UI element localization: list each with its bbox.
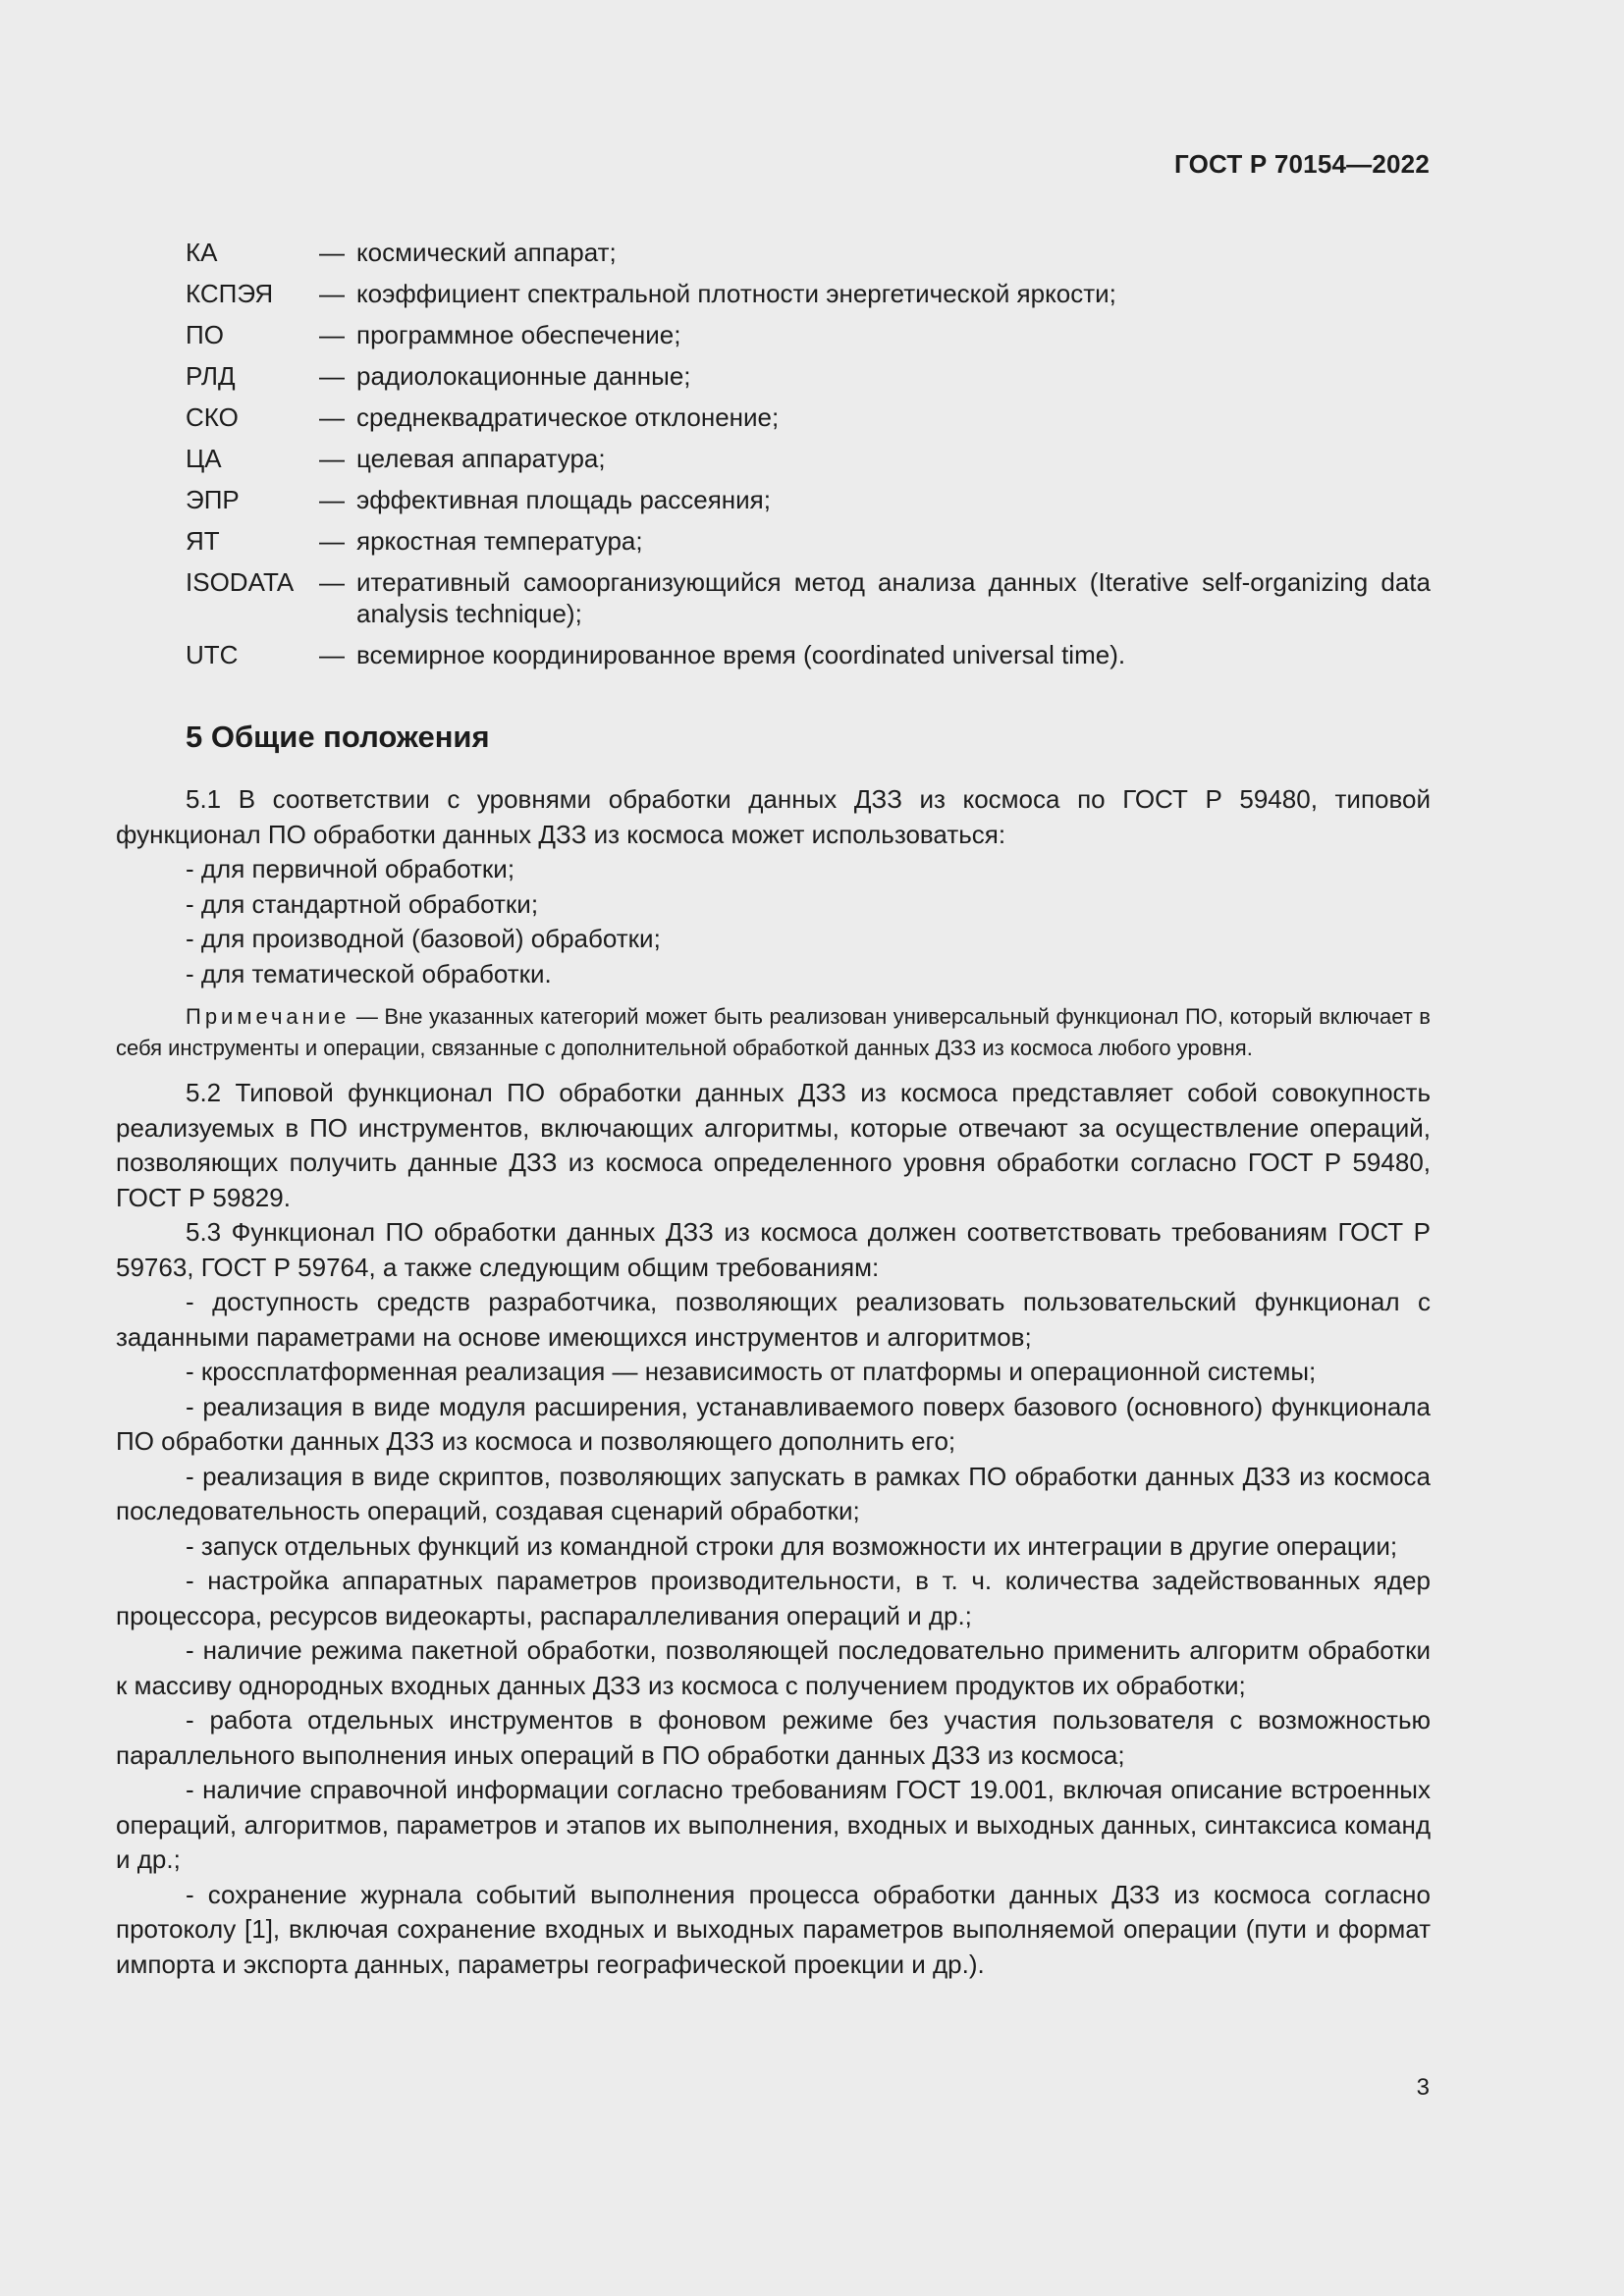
abbreviation-term: ISODATA [186,567,295,597]
list-item: - настройка аппаратных параметров производительности, в т. ч. количества задействованных ядер процессора, ресурсов видеокарты, распараллеливания операций и др.; [116,1566,1431,1630]
abbreviation-term: ЯТ [186,526,220,556]
abbreviation-dash: — [319,567,345,597]
section-title: 5 Общие положения [186,720,490,754]
abbreviation-dash: — [319,485,345,514]
abbreviation-definition: всемирное координированное время (coordinated universal time). [356,640,1126,669]
note [116,1001,1431,1064]
abbreviation-row [186,278,1431,309]
abbreviation-term: ЭПР [186,485,240,514]
abbreviation-term: ПО [186,320,224,349]
list-item: - для производной (базовой) обработки; [186,924,661,953]
abbreviation-definition: коэффициент спектральной плотности энергетической яркости; [356,279,1116,308]
abbreviation-row [186,360,1431,392]
abbreviation-row [186,319,1431,350]
list-item: - сохранение журнала событий выполнения процесса обработки данных ДЗЗ из космоса согласно протоколу [1], включая сохранение входных и выходных параметров выполняемой операции (пути и формат импорта и экспорта данных, параметры географической проекции и др.). [116,1879,1431,1979]
abbreviation-row [186,525,1431,557]
abbreviation-definition: целевая аппаратура; [356,444,606,473]
abbreviation-dash: — [319,444,345,473]
paragraph-5-3: 5.3 Функционал ПО обработки данных ДЗЗ из космоса должен соответствовать требованиям ГОСТ Р 59763, ГОСТ Р 59764, а также следующим общим требованиям: [116,1217,1431,1282]
abbreviation-row [186,237,1431,268]
abbreviation-dash: — [319,279,345,308]
paragraph-5-2: 5.2 Типовой функционал ПО обработки данных ДЗЗ из космоса представляет собой совокупность реализуемых в ПО инструментов, включающих алгоритмы, которые отвечают за осуществление операций, позволяющих получить данные ДЗЗ из космоса определенного уровня обработки согласно ГОСТ Р 59480, ГОСТ Р 59829. [116,1078,1431,1212]
abbreviation-term: КСПЭЯ [186,279,274,308]
list-item: - кроссплатформенная реализация — независимость от платформы и операционной системы; [186,1357,1317,1386]
list-item: - наличие режима пакетной обработки, позволяющей последовательно применить алгоритм обработки к массиву однородных входных данных ДЗЗ из космоса с получением продуктов их обработки; [116,1635,1431,1700]
abbreviation-term: UTC [186,640,239,669]
list-item: - наличие справочной информации согласно требованиям ГОСТ 19.001, включая описание встроенных операций, алгоритмов, параметров и этапов их выполнения, входных и выходных данных, синтаксиса команд и др.; [116,1775,1431,1874]
abbreviation-dash: — [319,361,345,391]
abbreviation-definition: среднеквадратическое отклонение; [356,402,780,432]
abbreviation-dash: — [319,402,345,432]
abbreviation-dash: — [319,526,345,556]
list-item: - для первичной обработки; [186,854,515,883]
section-body [116,782,1431,1982]
abbreviation-dash: — [319,238,345,267]
document-code: ГОСТ Р 70154—2022 [1174,149,1430,179]
abbreviation-definition: программное обеспечение; [356,320,681,349]
abbreviation-row [186,443,1431,474]
list-item: - запуск отдельных функций из командной строки для возможности их интеграции в другие операции; [186,1530,1398,1561]
list-item: - реализация в виде модуля расширения, устанавливаемого поверх базового (основного) функционала ПО обработки данных ДЗЗ из космоса и позволяющего дополнить его; [116,1391,1431,1456]
abbreviation-row [186,639,1431,670]
page-number: 3 [1416,2074,1430,2101]
abbreviation-definition: яркостная температура; [356,526,643,556]
abbreviation-definition: радиолокационные данные; [356,361,691,391]
list-item: - для тематической обработки. [186,958,552,988]
list-item: - доступность средств разработчика, позволяющих реализовать пользовательский функционал с заданными параметрами на основе имеющихся инструментов и алгоритмов; [116,1287,1431,1352]
abbreviation-term: РЛД [186,361,236,391]
abbreviation-term: ЦА [186,444,222,473]
list-item: - работа отдельных инструментов в фоновом режиме без участия пользователя с возможностью параллельного выполнения иных операций в ПО обработки данных ДЗЗ из космоса; [116,1705,1431,1770]
abbreviation-definition: итеративный самоорганизующийся метод анализа данных (Iterative self-organizing data analysis technique); [356,567,1431,628]
abbreviation-dash: — [319,320,345,349]
list-item: - реализация в виде скриптов, позволяющих запускать в рамках ПО обработки данных ДЗЗ из космоса последовательность операций, создавая сценарий обработки; [116,1461,1431,1525]
abbreviation-row [186,484,1431,515]
abbreviation-term: СКО [186,402,239,432]
abbreviation-term: КА [186,238,218,267]
abbreviation-definition: эффективная площадь рассеяния; [356,485,771,514]
abbreviation-row [186,566,1431,629]
abbreviation-dash: — [319,640,345,669]
note-label: Примечание [186,1004,351,1029]
list-item: - для стандартной обработки; [186,888,539,919]
abbreviation-row [186,401,1431,433]
abbreviation-list [186,237,1431,680]
paragraph-5-1: 5.1 В соответствии с уровнями обработки данных ДЗЗ из космоса по ГОСТ Р 59480, типовой функционал ПО обработки данных ДЗЗ из космоса может использоваться: [116,784,1431,849]
abbreviation-definition: космический аппарат; [356,238,617,267]
note-text: — Вне указанных категорий может быть реализован универсальный функционал ПО, который включает в себя инструменты и операции, связанные с дополнительной обработкой данных ДЗЗ из космоса любого уровня. [116,1004,1431,1060]
